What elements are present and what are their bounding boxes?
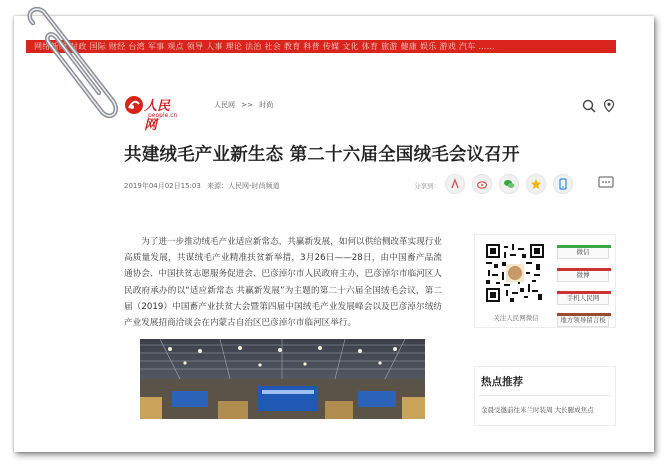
top-nav-bar[interactable]: 网络新闻 时政 国际 财经 台湾 军事 观点 领导 人事 理论 法治 社会 教育 科普 传媒 文化 体育 旅游 健康 娱乐 游戏 汽车 …… [26, 40, 616, 53]
hot-title: 热点推荐 [481, 376, 523, 388]
article-source[interactable]: 来源：人民网-时尚频道 [207, 182, 280, 190]
share-wechat-button[interactable] [499, 174, 519, 194]
wechat-button[interactable]: 微信 [557, 245, 609, 259]
leader-message-button[interactable]: 地方领导留言板 [557, 313, 609, 327]
qr-code[interactable] [486, 244, 544, 302]
weibo-button[interactable]: 微博 [557, 268, 609, 282]
article-paragraph: 为了进一步推动绒毛产业适应新常态，共赢新发展，如何以供给侧改革实现行业高质量发展，共谋绒毛产业精准扶贫新举措，3月26日——28日，由中国畜产品流通协会、中国扶贫志愿服务促进会、巴彦淖尔市人民政府主办，巴彦淖尔市临河区人民政府承办的以“适应新常态 共赢新发展”为主题的第二十六届全国绒毛会议，第二届（2019）中国畜产业扶贫大会暨第四届中国绒毛产业发展峰会以及巴彦淖尔绒纺产业发展招商洽谈会在内蒙古自治区巴彦淖尔市临河区举行。 [124, 237, 442, 329]
share-weibo-button[interactable] [472, 174, 492, 194]
logo-cn: 人民网 [144, 99, 171, 133]
weibo-icon [476, 178, 488, 190]
qr-panel [474, 234, 616, 328]
share-label: 分享到： [414, 182, 440, 190]
article-meta [124, 181, 284, 191]
share-qzone-button[interactable] [526, 174, 546, 194]
article-photo[interactable] [140, 339, 425, 419]
qr-caption: 关注人民网微信 [493, 314, 539, 322]
people-logo[interactable] [124, 95, 179, 133]
hot-item-link[interactable]: 金晨受邀前往米兰时装周 大长腿成焦点 [481, 406, 594, 414]
breadcrumb-channel[interactable]: 时尚 [259, 101, 274, 109]
hot-recommend-panel [474, 366, 616, 426]
publish-date: 2019年04月02日15:03 [124, 182, 201, 190]
hot-divider [479, 395, 611, 396]
people-share-icon [449, 178, 461, 190]
paperclip-icon [19, 3, 131, 121]
mobile-people-button[interactable]: 手机人民网 [557, 291, 609, 305]
share-mobile-button[interactable] [553, 174, 573, 194]
wechat-icon [503, 178, 515, 190]
article-title: 共建绒毛产业新生态 第二十六届全国绒毛会议召开 [124, 145, 520, 165]
breadcrumb-home[interactable]: 人民网 [214, 101, 235, 109]
mobile-icon [557, 178, 569, 190]
breadcrumb-sep: >> [241, 101, 253, 109]
breadcrumb [214, 100, 277, 110]
search-icon[interactable] [582, 99, 596, 113]
qzone-star-icon [530, 178, 542, 190]
comment-icon[interactable] [598, 176, 614, 190]
article-body [124, 234, 442, 331]
site-header [96, 84, 606, 133]
logo-en: people.cn [148, 112, 178, 119]
share-people-button[interactable] [445, 174, 465, 194]
location-icon[interactable] [602, 99, 616, 113]
